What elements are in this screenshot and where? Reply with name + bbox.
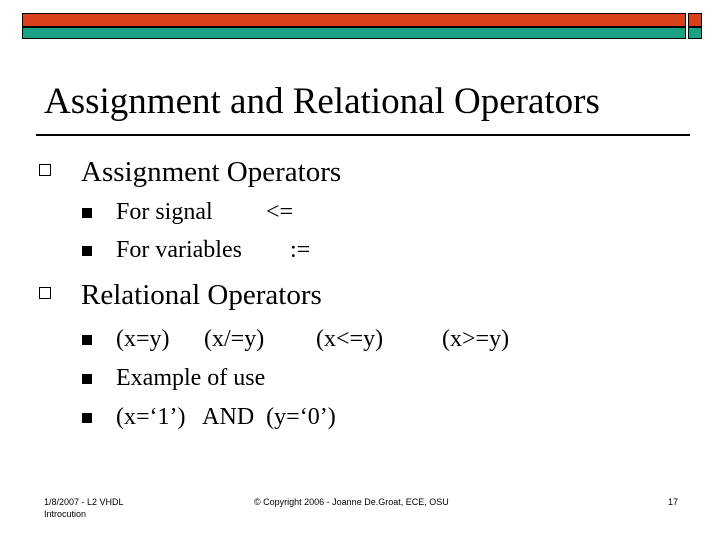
page-number: 17 xyxy=(668,497,679,507)
filled-square-bullet-icon xyxy=(82,413,92,423)
footer-date xyxy=(44,496,124,520)
header-bar-teal xyxy=(22,27,686,39)
item-operator: := xyxy=(290,237,311,263)
filled-square-bullet-icon xyxy=(82,335,92,345)
operator-equal: (x=y) xyxy=(116,326,170,352)
item-text: Example of use xyxy=(116,365,266,391)
item-operator: <= xyxy=(266,199,294,225)
title-underline xyxy=(36,134,690,136)
operator-not-equal: (x/=y) xyxy=(204,326,265,352)
footer-copyright: © Copyright 2006 - Joanne De.Groat, ECE, OSU xyxy=(254,497,449,507)
item-label: For signal xyxy=(116,199,213,225)
item-text: (x=‘1’) AND (y=‘0’) xyxy=(116,404,336,430)
section-heading: Assignment Operators xyxy=(81,156,342,188)
item-label: For variables xyxy=(116,237,242,263)
operator-greater-equal: (x>=y) xyxy=(442,326,510,352)
filled-square-bullet-icon xyxy=(82,208,92,218)
operator-less-equal: (x<=y) xyxy=(316,326,384,352)
section-heading: Relational Operators xyxy=(81,279,322,311)
header-square-teal xyxy=(688,27,702,39)
header-bar-orange xyxy=(22,13,686,27)
slide-title: Assignment and Relational Operators xyxy=(44,81,600,122)
filled-square-bullet-icon xyxy=(82,246,92,256)
hollow-square-bullet-icon xyxy=(39,164,51,176)
footer-date-line1: 1/8/2007 - L2 VHDL xyxy=(44,497,124,507)
footer-date-line2: Introcution xyxy=(44,509,87,519)
filled-square-bullet-icon xyxy=(82,374,92,384)
header-square-orange xyxy=(688,13,702,27)
hollow-square-bullet-icon xyxy=(39,287,51,299)
